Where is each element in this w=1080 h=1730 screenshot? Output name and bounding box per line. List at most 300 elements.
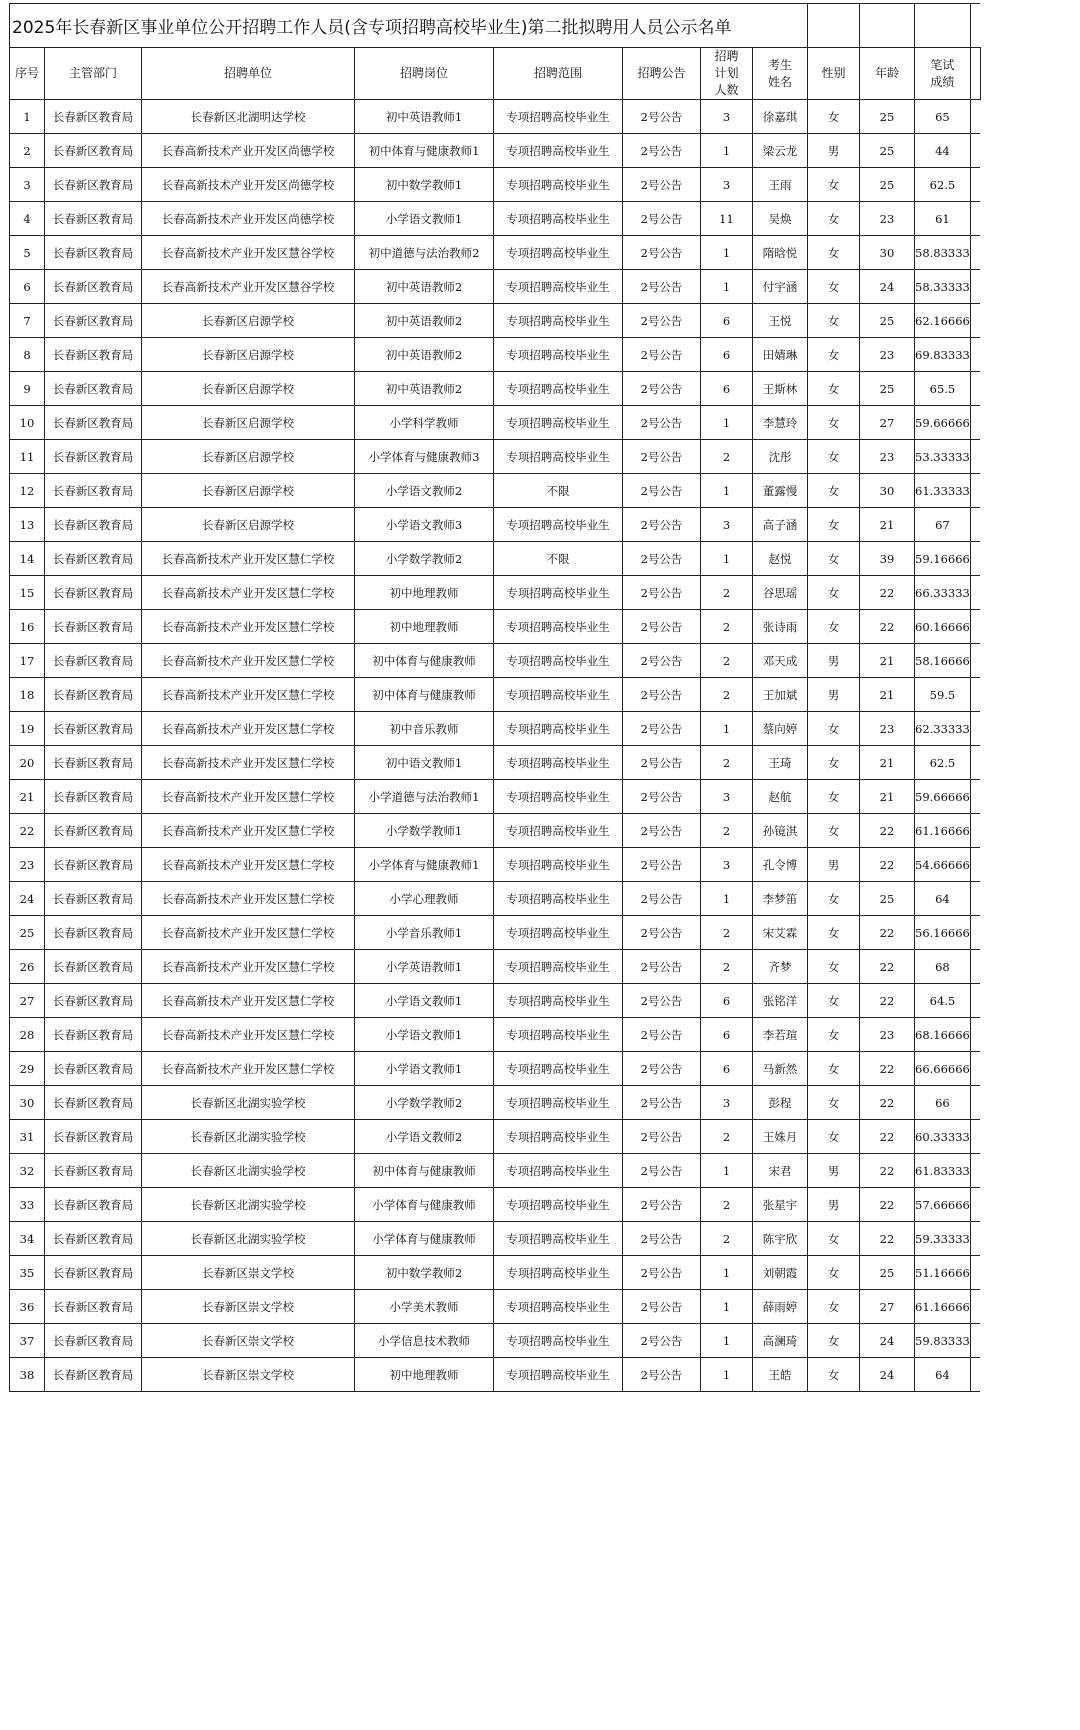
cell-department: 长春新区教育局 [45,236,142,270]
table-row [10,1222,981,1256]
cell-score: 53.33333 [915,440,971,474]
cell-notice: 2号公告 [623,338,701,372]
cell-scope: 专项招聘高校毕业生 [494,1018,623,1052]
table-row [10,848,981,882]
header-label: 年龄 [874,66,899,80]
cell-gender: 女 [808,1324,860,1358]
cell-name: 孔令博 [753,848,808,882]
cell-name: 薛雨婷 [753,1290,808,1324]
cut-off-cell [970,950,980,984]
cell-planned-count: 3 [701,1086,753,1120]
cell-department: 长春新区教育局 [45,576,142,610]
cell-index: 5 [10,236,45,270]
cell-department: 长春新区教育局 [45,882,142,916]
cell-unit: 长春高新技术产业开发区慧仁学校 [142,712,355,746]
cell-notice: 2号公告 [623,882,701,916]
cell-name: 宋君 [753,1154,808,1188]
cell-scope: 专项招聘高校毕业生 [494,100,623,134]
cell-gender: 男 [808,848,860,882]
cell-unit: 长春高新技术产业开发区慧仁学校 [142,1052,355,1086]
cell-department: 长春新区教育局 [45,1256,142,1290]
cell-unit: 长春新区崇文学校 [142,1290,355,1324]
cell-gender: 女 [808,610,860,644]
cell-index: 4 [10,202,45,236]
cell-score: 64.5 [915,984,971,1018]
title-row [10,4,981,48]
cell-index: 10 [10,406,45,440]
cut-off-cell [970,406,980,440]
cell-name: 邓天成 [753,644,808,678]
cell-score: 60.16666 [915,610,971,644]
cell-position: 小学英语教师1 [355,950,494,984]
cell-notice: 2号公告 [623,474,701,508]
cell-unit: 长春高新技术产业开发区尚德学校 [142,134,355,168]
cell-index: 33 [10,1188,45,1222]
cell-notice: 2号公告 [623,848,701,882]
cell-age: 25 [860,882,915,916]
cell-name: 王加斌 [753,678,808,712]
cell-index: 17 [10,644,45,678]
cell-score: 59.5 [915,678,971,712]
cell-position: 小学信息技术教师 [355,1324,494,1358]
cell-scope: 专项招聘高校毕业生 [494,1290,623,1324]
cell-unit: 长春新区崇文学校 [142,1256,355,1290]
cell-index: 25 [10,916,45,950]
cell-age: 23 [860,1018,915,1052]
cell-gender: 女 [808,780,860,814]
header-label: 笔试成绩 [930,57,955,89]
cell-scope: 专项招聘高校毕业生 [494,406,623,440]
cell-index: 14 [10,542,45,576]
cell-index: 15 [10,576,45,610]
cell-department: 长春新区教育局 [45,916,142,950]
cell-gender: 女 [808,542,860,576]
cell-age: 22 [860,950,915,984]
cell-planned-count: 11 [701,202,753,236]
cell-age: 22 [860,1086,915,1120]
cell-index: 16 [10,610,45,644]
cell-index: 2 [10,134,45,168]
cell-department: 长春新区教育局 [45,1188,142,1222]
cell-index: 35 [10,1256,45,1290]
page-title: 2025年长春新区事业单位公开招聘工作人员(含专项招聘高校毕业生)第二批拟聘用人员公示名单 [10,4,753,48]
cell-index: 31 [10,1120,45,1154]
cut-off-cell [970,236,980,270]
cell-score: 68 [915,950,971,984]
cell-scope: 专项招聘高校毕业生 [494,848,623,882]
cell-gender: 女 [808,1052,860,1086]
cell-notice: 2号公告 [623,440,701,474]
cell-department: 长春新区教育局 [45,542,142,576]
cell-score: 62.5 [915,746,971,780]
cell-name: 李慧玲 [753,406,808,440]
header-label: 招聘计划人数 [714,49,739,97]
cell-gender: 女 [808,168,860,202]
cell-unit: 长春新区启源学校 [142,440,355,474]
cell-name: 王雨 [753,168,808,202]
table-row [10,304,981,338]
cell-gender: 女 [808,202,860,236]
cell-department: 长春新区教育局 [45,474,142,508]
table-row [10,542,981,576]
cell-position: 小学语文教师1 [355,1018,494,1052]
cell-score: 61.16666 [915,814,971,848]
cell-planned-count: 1 [701,1324,753,1358]
cell-unit: 长春高新技术产业开发区慧谷学校 [142,236,355,270]
header-label: 招聘范围 [533,66,582,80]
cell-gender: 男 [808,1154,860,1188]
cell-department: 长春新区教育局 [45,1290,142,1324]
cut-off-cell [970,644,980,678]
cut-off-cell [970,882,980,916]
cell-position: 小学语文教师2 [355,1120,494,1154]
cell-department: 长春新区教育局 [45,304,142,338]
cell-planned-count: 1 [701,474,753,508]
cell-department: 长春新区教育局 [45,1324,142,1358]
cell-scope: 不限 [494,542,623,576]
cell-notice: 2号公告 [623,1052,701,1086]
cell-index: 24 [10,882,45,916]
col-header-notice [623,48,701,100]
cell-index: 27 [10,984,45,1018]
cell-unit: 长春新区北湖实验学校 [142,1154,355,1188]
cell-age: 22 [860,1154,915,1188]
cell-position: 初中数学教师1 [355,168,494,202]
cut-off-cell [970,1324,980,1358]
cell-position: 初中英语教师2 [355,304,494,338]
cell-index: 21 [10,780,45,814]
cell-planned-count: 6 [701,984,753,1018]
cell-planned-count: 2 [701,916,753,950]
cell-position: 小学体育与健康教师 [355,1188,494,1222]
table-row [10,882,981,916]
cell-notice: 2号公告 [623,610,701,644]
table-row [10,168,981,202]
cell-score: 59.16666 [915,542,971,576]
title-spacer [915,4,971,48]
cell-notice: 2号公告 [623,1120,701,1154]
cell-gender: 女 [808,440,860,474]
cell-scope: 专项招聘高校毕业生 [494,372,623,406]
cell-index: 19 [10,712,45,746]
col-header-name [753,48,808,100]
title-spacer [860,4,915,48]
cell-score: 67 [915,508,971,542]
cell-position: 小学科学教师 [355,406,494,440]
cell-notice: 2号公告 [623,1256,701,1290]
cell-index: 20 [10,746,45,780]
cell-unit: 长春新区北湖实验学校 [142,1120,355,1154]
cell-notice: 2号公告 [623,202,701,236]
cell-name: 王姝月 [753,1120,808,1154]
cell-gender: 女 [808,100,860,134]
cut-off-cell [970,1052,980,1086]
cell-department: 长春新区教育局 [45,644,142,678]
cell-notice: 2号公告 [623,542,701,576]
col-header-department [45,48,142,100]
cell-scope: 不限 [494,474,623,508]
cell-gender: 女 [808,576,860,610]
cell-unit: 长春高新技术产业开发区慧仁学校 [142,576,355,610]
cell-unit: 长春新区北湖明达学校 [142,100,355,134]
cell-age: 25 [860,134,915,168]
cell-scope: 专项招聘高校毕业生 [494,984,623,1018]
cell-score: 66.33333 [915,576,971,610]
cell-score: 64 [915,882,971,916]
cell-name: 梁云龙 [753,134,808,168]
table-row [10,270,981,304]
cell-notice: 2号公告 [623,984,701,1018]
cell-age: 22 [860,1222,915,1256]
table-row [10,1086,981,1120]
cell-scope: 专项招聘高校毕业生 [494,882,623,916]
table-row [10,338,981,372]
cut-off-cell [970,1256,980,1290]
cell-planned-count: 2 [701,1222,753,1256]
cut-off-cell [970,1154,980,1188]
cell-age: 21 [860,780,915,814]
cell-index: 18 [10,678,45,712]
cell-score: 59.33333 [915,1222,971,1256]
cell-age: 21 [860,678,915,712]
cell-scope: 专项招聘高校毕业生 [494,134,623,168]
table-row [10,746,981,780]
cell-index: 3 [10,168,45,202]
cell-name: 田婧琳 [753,338,808,372]
cell-scope: 专项招聘高校毕业生 [494,1154,623,1188]
col-header-unit [142,48,355,100]
cell-score: 65 [915,100,971,134]
cell-unit: 长春新区启源学校 [142,474,355,508]
cell-index: 29 [10,1052,45,1086]
cell-index: 12 [10,474,45,508]
cell-notice: 2号公告 [623,950,701,984]
cell-department: 长春新区教育局 [45,270,142,304]
cell-department: 长春新区教育局 [45,1120,142,1154]
cell-name: 徐嘉琪 [753,100,808,134]
cell-name: 陈宇欣 [753,1222,808,1256]
cut-off-cell [970,1086,980,1120]
cell-notice: 2号公告 [623,1222,701,1256]
cell-name: 沈彤 [753,440,808,474]
cell-notice: 2号公告 [623,1018,701,1052]
cell-planned-count: 1 [701,1358,753,1392]
table-row [10,1188,981,1222]
cell-department: 长春新区教育局 [45,1154,142,1188]
cell-index: 36 [10,1290,45,1324]
cell-notice: 2号公告 [623,100,701,134]
cell-scope: 专项招聘高校毕业生 [494,304,623,338]
cell-score: 59.66666 [915,780,971,814]
cell-scope: 专项招聘高校毕业生 [494,1358,623,1392]
cell-name: 赵航 [753,780,808,814]
cell-name: 孙镜淇 [753,814,808,848]
cell-name: 李梦笛 [753,882,808,916]
table-row [10,202,981,236]
cell-department: 长春新区教育局 [45,338,142,372]
cell-scope: 专项招聘高校毕业生 [494,1052,623,1086]
cell-planned-count: 1 [701,406,753,440]
col-header-age [860,48,915,100]
table-row [10,372,981,406]
cell-planned-count: 6 [701,338,753,372]
cell-age: 23 [860,440,915,474]
cut-off-cell [970,372,980,406]
cell-age: 21 [860,746,915,780]
cell-name: 张铭洋 [753,984,808,1018]
cell-scope: 专项招聘高校毕业生 [494,508,623,542]
cell-planned-count: 2 [701,678,753,712]
cell-unit: 长春新区北湖实验学校 [142,1086,355,1120]
col-header-gender [808,48,860,100]
cell-notice: 2号公告 [623,406,701,440]
cell-notice: 2号公告 [623,712,701,746]
cell-unit: 长春高新技术产业开发区慧仁学校 [142,882,355,916]
cell-age: 22 [860,576,915,610]
cell-unit: 长春高新技术产业开发区慧仁学校 [142,542,355,576]
col-header-planned-count [701,48,753,100]
cell-planned-count: 1 [701,236,753,270]
cell-score: 60.33333 [915,1120,971,1154]
cell-age: 24 [860,1358,915,1392]
cut-off-cell [970,610,980,644]
cell-index: 9 [10,372,45,406]
cut-off-cell [970,440,980,474]
cell-name: 马新然 [753,1052,808,1086]
cut-off-cell [970,984,980,1018]
cell-department: 长春新区教育局 [45,712,142,746]
cell-gender: 女 [808,984,860,1018]
cell-age: 25 [860,1256,915,1290]
cell-scope: 专项招聘高校毕业生 [494,1086,623,1120]
cell-score: 68.16666 [915,1018,971,1052]
cell-age: 27 [860,1290,915,1324]
cell-unit: 长春新区启源学校 [142,338,355,372]
cell-index: 6 [10,270,45,304]
cell-planned-count: 3 [701,168,753,202]
cell-notice: 2号公告 [623,1188,701,1222]
cell-score: 44 [915,134,971,168]
cell-planned-count: 1 [701,712,753,746]
cell-notice: 2号公告 [623,236,701,270]
cut-off-cell [970,1018,980,1052]
cell-planned-count: 2 [701,644,753,678]
cell-planned-count: 3 [701,100,753,134]
cell-unit: 长春新区启源学校 [142,372,355,406]
cell-notice: 2号公告 [623,508,701,542]
cell-notice: 2号公告 [623,168,701,202]
cell-name: 董露慢 [753,474,808,508]
cell-planned-count: 2 [701,440,753,474]
cell-unit: 长春高新技术产业开发区慧仁学校 [142,814,355,848]
cell-planned-count: 2 [701,1120,753,1154]
cell-planned-count: 1 [701,1256,753,1290]
cell-name: 宋艾霖 [753,916,808,950]
cell-position: 小学数学教师1 [355,814,494,848]
cut-off-cell [970,202,980,236]
cell-planned-count: 2 [701,746,753,780]
cell-name: 张诗雨 [753,610,808,644]
cell-gender: 女 [808,814,860,848]
header-label: 主管部门 [68,66,117,80]
cell-gender: 男 [808,644,860,678]
cell-score: 56.16666 [915,916,971,950]
cell-position: 小学语文教师2 [355,474,494,508]
cell-department: 长春新区教育局 [45,848,142,882]
cell-planned-count: 6 [701,1052,753,1086]
table-row [10,236,981,270]
cell-notice: 2号公告 [623,1086,701,1120]
cell-planned-count: 2 [701,576,753,610]
cell-unit: 长春高新技术产业开发区慧仁学校 [142,678,355,712]
col-header-index [10,48,45,100]
cell-gender: 女 [808,1222,860,1256]
cut-off-cell [970,712,980,746]
cell-score: 69.83333 [915,338,971,372]
cell-notice: 2号公告 [623,1154,701,1188]
cell-age: 22 [860,984,915,1018]
cell-index: 8 [10,338,45,372]
cut-off-cell [970,780,980,814]
cell-score: 58.33333 [915,270,971,304]
title-spacer [753,4,808,48]
cell-department: 长春新区教育局 [45,168,142,202]
cell-index: 32 [10,1154,45,1188]
table-row [10,1120,981,1154]
cell-age: 22 [860,1052,915,1086]
cell-age: 39 [860,542,915,576]
cell-position: 小学体育与健康教师 [355,1222,494,1256]
cell-department: 长春新区教育局 [45,134,142,168]
cut-off-cell [970,100,980,134]
cell-unit: 长春新区崇文学校 [142,1324,355,1358]
cell-name: 王皓 [753,1358,808,1392]
cell-department: 长春新区教育局 [45,440,142,474]
cell-gender: 女 [808,712,860,746]
header-label: 序号 [14,66,39,80]
table-row [10,610,981,644]
cell-score: 66.66666 [915,1052,971,1086]
cell-name: 赵悦 [753,542,808,576]
cell-unit: 长春高新技术产业开发区慧仁学校 [142,780,355,814]
table-row [10,1018,981,1052]
cell-gender: 女 [808,1018,860,1052]
cell-position: 小学体育与健康教师1 [355,848,494,882]
cell-name: 付宇涵 [753,270,808,304]
cut-off-cell [970,848,980,882]
table-row [10,916,981,950]
table-row [10,1290,981,1324]
table-row [10,1324,981,1358]
cut-off-cell [970,1188,980,1222]
cell-unit: 长春高新技术产业开发区慧仁学校 [142,1018,355,1052]
cell-scope: 专项招聘高校毕业生 [494,610,623,644]
cell-department: 长春新区教育局 [45,1222,142,1256]
cell-name: 高澜琦 [753,1324,808,1358]
cell-score: 59.66666 [915,406,971,440]
cell-unit: 长春新区北湖实验学校 [142,1222,355,1256]
cell-planned-count: 2 [701,610,753,644]
header-label: 性别 [821,66,846,80]
cell-score: 61.33333 [915,474,971,508]
header-label: 考生姓名 [767,57,792,89]
cell-unit: 长春新区崇文学校 [142,1358,355,1392]
cell-department: 长春新区教育局 [45,1018,142,1052]
cell-age: 21 [860,508,915,542]
cell-department: 长春新区教育局 [45,984,142,1018]
cell-position: 初中地理教师 [355,1358,494,1392]
cell-position: 初中英语教师1 [355,100,494,134]
